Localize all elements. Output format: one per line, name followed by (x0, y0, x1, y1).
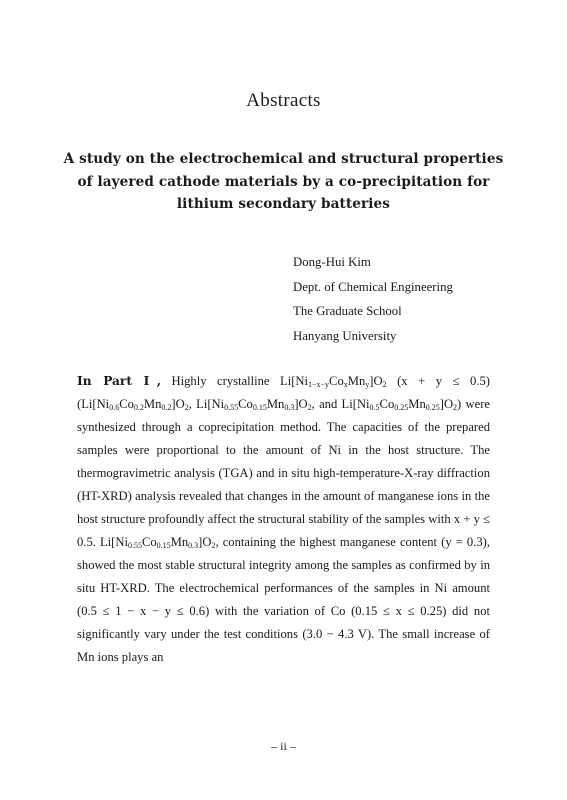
thesis-title (60, 148, 507, 216)
page-number: – ii – (271, 739, 296, 753)
author-name: Dong-Hui Kim (293, 255, 371, 269)
title-line: of layered cathode materials by a co-precipitation for (77, 173, 490, 190)
author-block (293, 250, 533, 348)
title-line: A study on the electrochemical and structural properties (63, 151, 504, 167)
abstract-paragraph: In Part Ⅰ, Highly crystalline $Li[Ni_{1-x-y}Co_xMn_y]O_2$ (x + y ≤ 0.5) ($Li[Ni_{0.6}Co_{0.2}Mn_{0.2}]O_2$, $Li[Ni_{0.55}Co_{0.15}Mn_{0.3}]O_2$, and $Li[Ni_{0.5}Co_{0.25}Mn_{0.25}]O_2$) were synthesized through a coprecipitation method. The capacities of the prepared samples were proportional to the amount of Ni in the host structure. The thermogravimetric analysis (TGA) and in situ high-temperature-X-ray diffraction (HT-XRD) analysis revealed that changes in the amount of manganese ions in the host structure profoundly affect the structural stability of the samples with x + y ≤ 0.5. $Li[Ni_{0.55}Co_{0.15}Mn_{0.3}]O_2$, containing the highest manganese content (y = 0.3), showed the most stable structural integrity among the samples as confirmed by in situ HT-XRD. The electrochemical performances of the samples in Ni amount (0.5 ≤ 1 − x − y ≤ 0.6) with the variation of Co (0.15 ≤ x ≤ 0.25) did not significantly vary under the test conditions (3.0 − 4.3 V). The small increase of Mn ions plays an (77, 374, 491, 664)
section-heading: Abstracts (246, 90, 321, 111)
title-line: lithium secondary batteries (176, 196, 391, 212)
part-label: In Part Ⅰ, (77, 374, 161, 388)
author-department: Dept. of Chemical Engineering (293, 279, 453, 294)
author-university: Hanyang University (293, 328, 397, 343)
author-school: The Graduate School (293, 304, 402, 318)
abstract-body (77, 370, 490, 669)
